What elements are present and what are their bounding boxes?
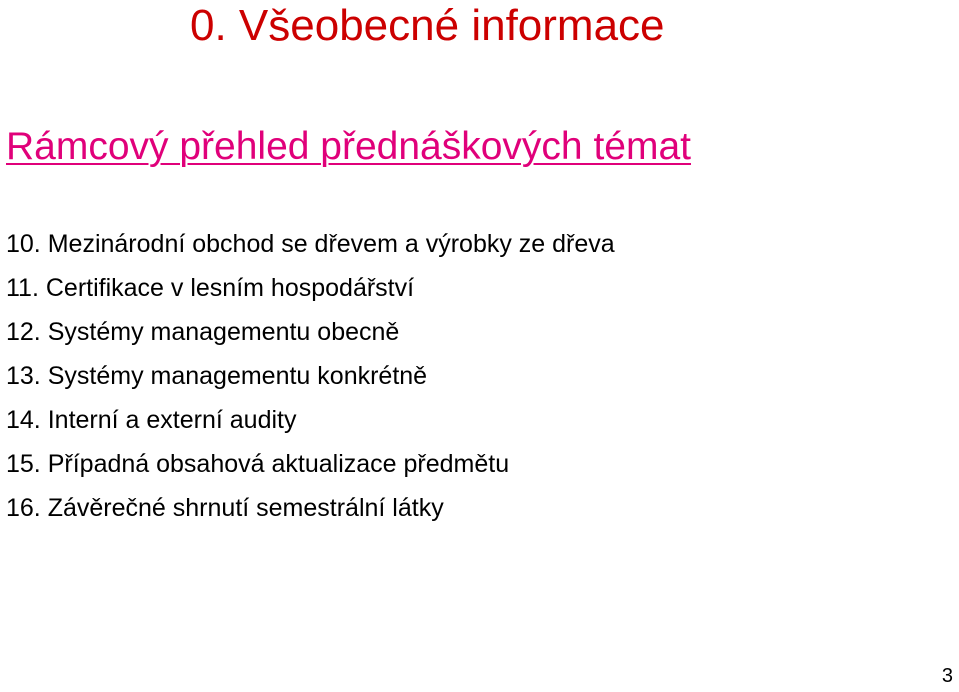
topic-text: Závěrečné shrnutí semestrální látky (47, 494, 444, 522)
topic-item (6, 310, 615, 354)
topic-item (6, 266, 615, 310)
topic-item (6, 486, 615, 530)
topic-item (6, 354, 615, 398)
slide-subtitle: Rámcový přehled přednáškových témat (6, 125, 691, 168)
topic-number: 11. (6, 274, 39, 302)
topic-text: Systémy managementu konkrétně (47, 362, 428, 390)
topic-text: Mezinárodní obchod se dřevem a výrobky ze dřeva (47, 230, 615, 258)
topic-text: Certifikace v lesním hospodářství (45, 274, 415, 302)
slide-title: 0. Všeobecné informace (190, 1, 665, 50)
topic-item (6, 398, 615, 442)
topic-number: 16. (6, 494, 41, 522)
topic-number: 12. (6, 318, 41, 346)
topic-number: 14. (6, 406, 41, 434)
topic-number: 10. (6, 230, 41, 258)
topic-list (6, 222, 615, 530)
topic-text: Interní a externí audity (47, 406, 297, 434)
page-number: 3 (941, 665, 953, 687)
topic-number: 15. (6, 450, 41, 478)
topic-number: 13. (6, 362, 41, 390)
topic-text: Systémy managementu obecně (47, 318, 400, 346)
topic-item (6, 222, 615, 266)
topic-text: Případná obsahová aktualizace předmětu (47, 450, 510, 478)
topic-item (6, 442, 615, 486)
